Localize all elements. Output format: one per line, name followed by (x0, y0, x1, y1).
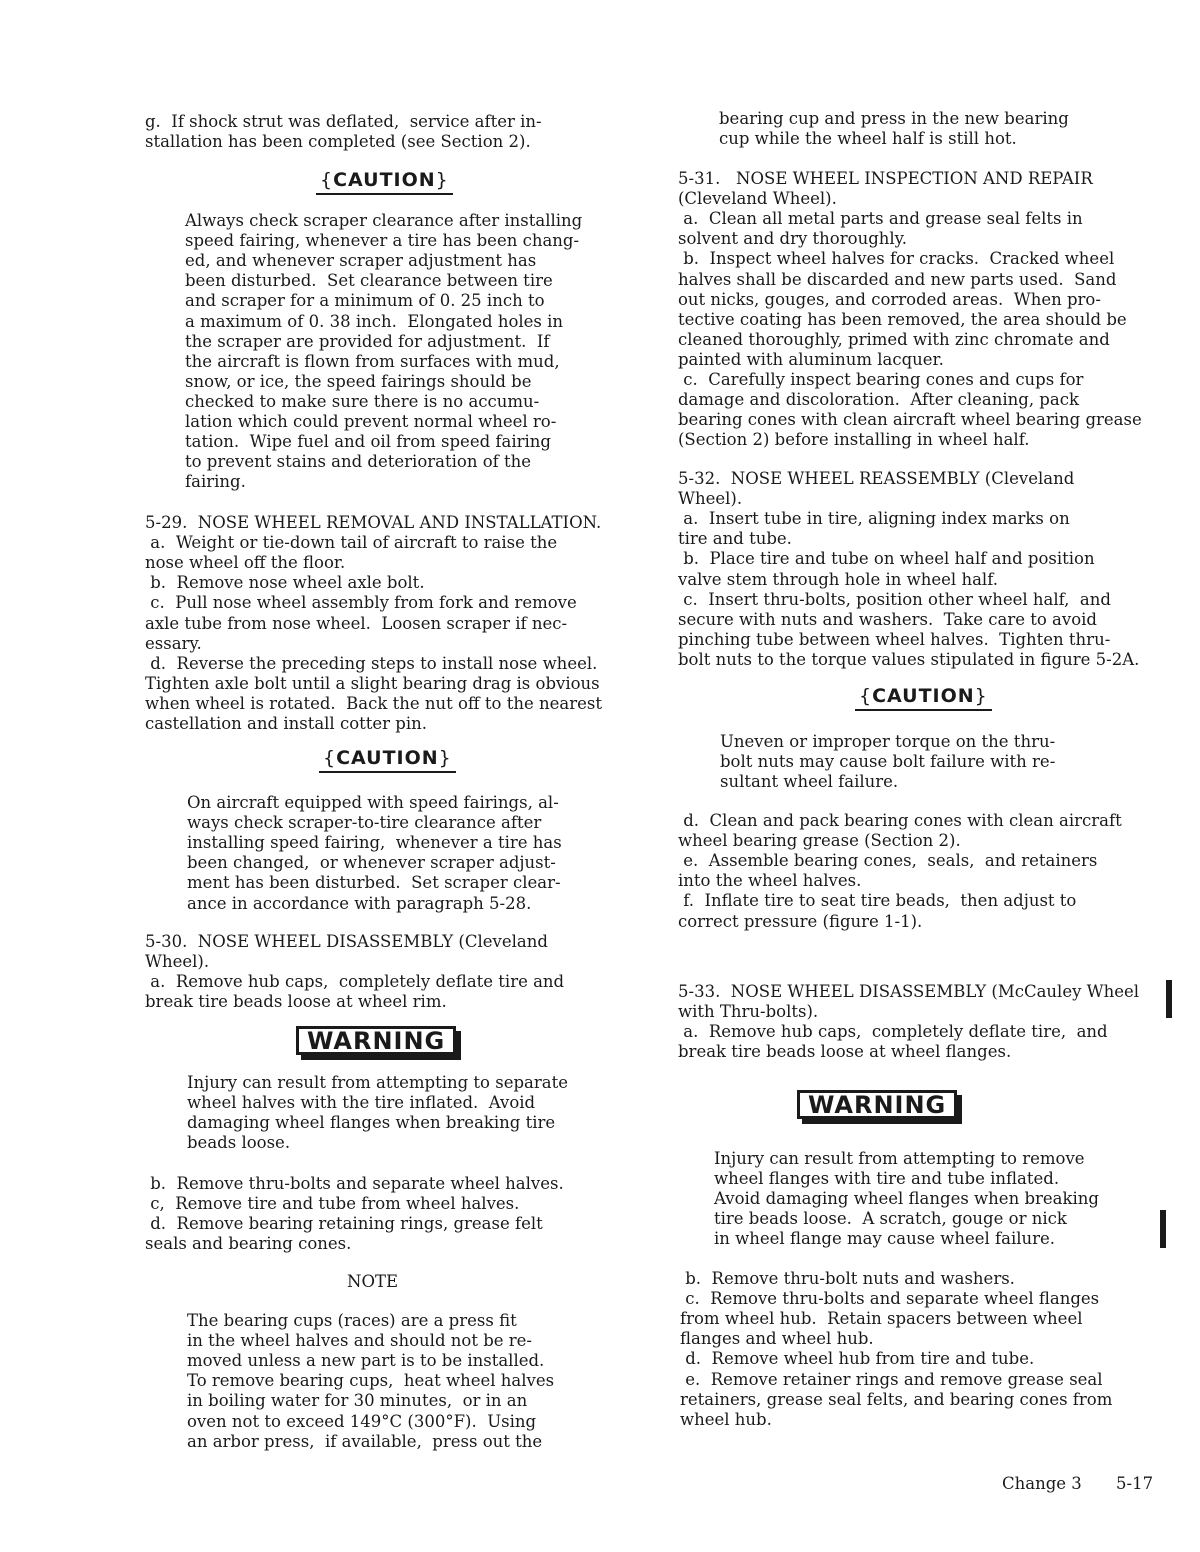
text-line: The bearing cups (races) are a press fit (187, 1311, 517, 1330)
warning-label: WARNING (797, 1090, 957, 1119)
text-line: Wheel). (678, 489, 743, 509)
text-line: snow, or ice, the speed fairings should be (185, 371, 532, 391)
text-line: c, Remove tire and tube from wheel halves. (145, 1194, 520, 1214)
text-line: checked to make sure there is no accumu- (185, 391, 540, 411)
text-line: retainers, grease seal felts, and bearing cones from (680, 1389, 1113, 1409)
text-line: tire beads loose. A scratch, gouge or nick (714, 1209, 1067, 1229)
text-line: an arbor press, if available, press out the (187, 1431, 543, 1451)
text-line: damaging wheel flanges when breaking tire (187, 1113, 556, 1133)
text-line: a maximum of 0. 38 inch. Elongated holes in (185, 311, 564, 331)
text-line: c. Remove thru-bolts and separate wheel flanges (680, 1289, 1100, 1309)
text-line: b. Remove thru-bolt nuts and washers. (680, 1269, 1015, 1288)
text-line: wheel halves with the tire inflated. Avoid (187, 1093, 536, 1113)
text-line: sultant wheel failure. (720, 772, 899, 792)
text-line: axle tube from nose wheel. Loosen scraper if nec- (145, 613, 568, 633)
text-line: in wheel flange may cause wheel failure. (714, 1229, 1056, 1249)
text-line: ways check scraper-to-tire clearance after (187, 813, 542, 833)
text-line: been disturbed. Set clearance between tire (185, 271, 553, 291)
text-line: wheel flanges with tire and tube inflated. (714, 1169, 1060, 1189)
caution-label: { CAUTION } (319, 748, 456, 773)
text-line: castellation and install cotter pin. (145, 714, 427, 733)
text-line: secure with nuts and washers. Take care to avoid (678, 609, 1097, 629)
text-line: bearing cones with clean aircraft wheel bearing grease (678, 410, 1142, 430)
text-line: painted with aluminum lacquer. (678, 349, 944, 369)
text-line: a. Weight or tie-down tail of aircraft to raise the (145, 533, 558, 553)
text-line: To remove bearing cups, heat wheel halves (187, 1371, 555, 1391)
text-line: been changed, or whenever scraper adjust- (187, 853, 556, 873)
text-line: a. Remove hub caps, completely deflate tire, and (678, 1022, 1108, 1042)
text-line: 5-32. NOSE WHEEL REASSEMBLY (Cleveland (678, 469, 1075, 488)
text-line: wheel hub. (680, 1409, 772, 1429)
text-line: d. Remove wheel hub from tire and tube. (680, 1349, 1035, 1369)
text-line: damage and discoloration. After cleaning, pack (678, 390, 1079, 410)
warning-label: WARNING (296, 1026, 456, 1055)
text-line: bolt nuts to the torque values stipulated in figure 5-2A. (678, 649, 1140, 669)
text-line: when wheel is rotated. Back the nut off to the nearest (145, 693, 602, 713)
text-line: 5-31. NOSE WHEEL INSPECTION AND REPAIR (678, 169, 1093, 188)
text-line: b. Inspect wheel halves for cracks. Cracked wheel (678, 249, 1115, 269)
text-line: d. Clean and pack bearing cones with clean aircraft (678, 811, 1122, 830)
text-line: beads loose. (187, 1133, 291, 1153)
text-line: Avoid damaging wheel flanges when breaking (714, 1189, 1099, 1209)
text-line: c. Pull nose wheel assembly from fork and remove (145, 593, 577, 613)
page-number: 5-17 (1116, 1474, 1154, 1493)
text-line: tire and tube. (678, 529, 792, 549)
text-line: with Thru-bolts). (678, 1002, 819, 1022)
text-line: to prevent stains and deterioration of the (185, 452, 532, 472)
text-line: (Section 2) before installing in wheel half. (678, 430, 1030, 450)
text-line: e. Assemble bearing cones, seals, and retainers (678, 851, 1098, 871)
text-line: Tighten axle bolt until a slight bearing drag is obvious (145, 673, 600, 693)
text-line: in the wheel halves and should not be re- (187, 1331, 533, 1351)
text-line: installing speed fairing, whenever a tire has (187, 833, 562, 853)
text-line: (Cleveland Wheel). (678, 189, 837, 209)
text-line: c. Insert thru-bolts, position other wheel half, and (678, 589, 1111, 609)
text-line: correct pressure (figure 1-1). (678, 911, 923, 931)
caution-label: { CAUTION } (855, 686, 992, 711)
change-bar (1166, 980, 1172, 1018)
text-line: oven not to exceed 149°C (300°F). Using (187, 1411, 537, 1431)
text-line: g. If shock strut was deflated, service after in- (145, 112, 542, 131)
text-line: b. Place tire and tube on wheel half and position (678, 549, 1095, 569)
text-line: a. Insert tube in tire, aligning index marks on (678, 509, 1070, 529)
text-line: Always check scraper clearance after installing (185, 211, 583, 230)
text-line: ance in accordance with paragraph 5-28. (187, 893, 532, 913)
change-bar (1160, 1210, 1166, 1248)
text-line: and scraper for a minimum of 0. 25 inch to (185, 291, 545, 311)
text-line: e. Remove retainer rings and remove grease seal (680, 1369, 1103, 1389)
text-line: 5-33. NOSE WHEEL DISASSEMBLY (McCauley Wheel (678, 982, 1140, 1001)
text-line: from wheel hub. Retain spacers between wheel (680, 1309, 1083, 1329)
text-line: flanges and wheel hub. (680, 1329, 874, 1349)
text-line: b. Remove nose wheel axle bolt. (145, 573, 425, 593)
text-line: ment has been disturbed. Set scraper clear- (187, 873, 561, 893)
text-line: pinching tube between wheel halves. Tighten thru- (678, 629, 1111, 649)
text-line: valve stem through hole in wheel half. (678, 569, 998, 589)
text-line: in boiling water for 30 minutes, or in an (187, 1391, 528, 1411)
text-line: moved unless a new part is to be installed. (187, 1351, 545, 1371)
text-line: Uneven or improper torque on the thru- (720, 732, 1056, 751)
text-line: Injury can result from attempting to separate (187, 1073, 568, 1092)
text-line: break tire beads loose at wheel rim. (145, 992, 447, 1012)
text-line: essary. (145, 633, 202, 653)
text-line: into the wheel halves. (678, 871, 862, 891)
text-line: seals and bearing cones. (145, 1234, 352, 1254)
caution-label: { CAUTION } (316, 170, 453, 195)
text-line: a. Clean all metal parts and grease seal felts in (678, 209, 1083, 229)
text-line: the scraper are provided for adjustment. If (185, 331, 550, 351)
text-line: stallation has been completed (see Section 2). (145, 132, 531, 152)
text-line: 5-29. NOSE WHEEL REMOVAL AND INSTALLATION. (145, 513, 602, 532)
text-line: out nicks, gouges, and corroded areas. When pro- (678, 289, 1101, 309)
text-line: nose wheel off the floor. (145, 553, 346, 573)
text-line: bearing cup and press in the new bearing (719, 109, 1069, 128)
text-line: c. Carefully inspect bearing cones and cups for (678, 370, 1084, 389)
text-line: speed fairing, whenever a tire has been chang- (185, 231, 580, 251)
text-line: b. Remove thru-bolts and separate wheel halves. (145, 1174, 564, 1193)
text-line: d. Reverse the preceding steps to install nose wheel. (145, 653, 598, 673)
text-line: Wheel). (145, 952, 210, 972)
text-line: break tire beads loose at wheel flanges. (678, 1042, 1012, 1062)
text-line: ed, and whenever scraper adjustment has (185, 251, 537, 271)
text-line: cleaned thoroughly, primed with zinc chromate and (678, 329, 1110, 349)
text-line: halves shall be discarded and new parts used. Sand (678, 269, 1117, 289)
text-line: cup while the wheel half is still hot. (719, 129, 1017, 149)
text-line: fairing. (185, 472, 246, 492)
text-line: d. Remove bearing retaining rings, grease felt (145, 1214, 543, 1234)
text-line: the aircraft is flown from surfaces with mud, (185, 351, 560, 371)
text-line: solvent and dry thoroughly. (678, 229, 908, 249)
text-line: lation which could prevent normal wheel ro- (185, 412, 557, 431)
text-line: a. Remove hub caps, completely deflate tire and (145, 972, 565, 992)
text-line: wheel bearing grease (Section 2). (678, 831, 961, 851)
text-line: Injury can result from attempting to remove (714, 1149, 1085, 1168)
text-line: tective coating has been removed, the area should be (678, 309, 1127, 329)
text-line: f. Inflate tire to seat tire beads, then adjust to (678, 891, 1077, 911)
change-number: Change 3 (1002, 1474, 1082, 1493)
text-line: tation. Wipe fuel and oil from speed fairing (185, 432, 551, 452)
text-line: 5-30. NOSE WHEEL DISASSEMBLY (Cleveland (145, 932, 548, 951)
text-line: bolt nuts may cause bolt failure with re- (720, 752, 1056, 772)
note-label: NOTE (347, 1272, 399, 1291)
text-line: On aircraft equipped with speed fairings, al- (187, 793, 559, 812)
